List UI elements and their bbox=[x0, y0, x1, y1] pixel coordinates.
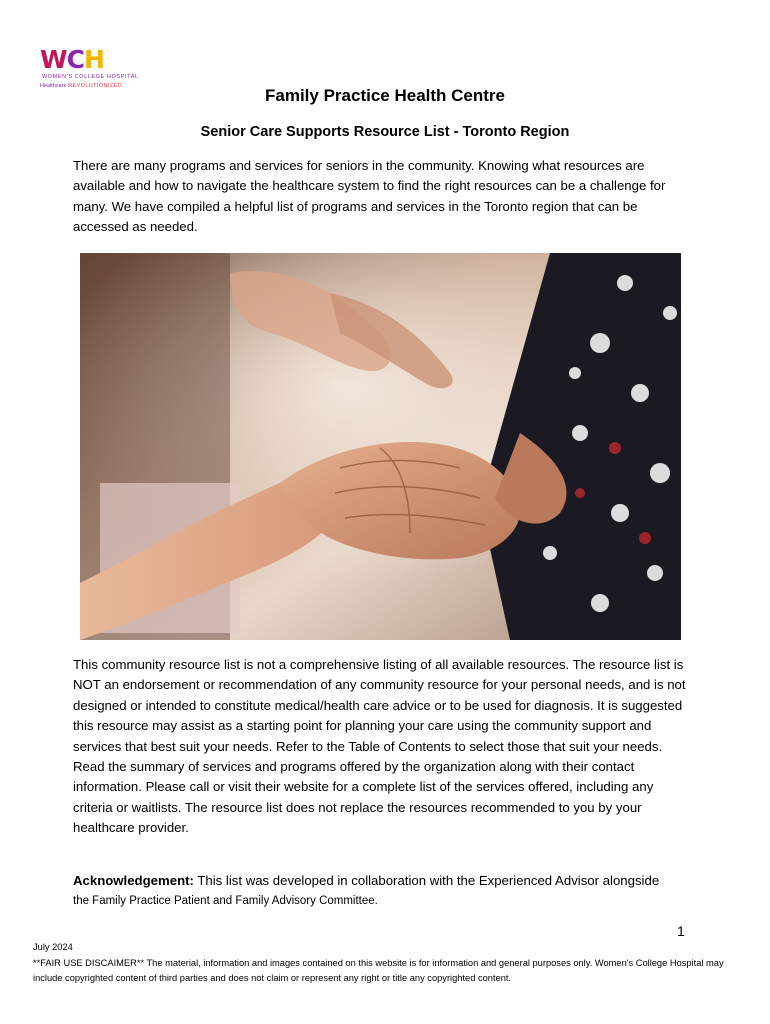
footer-date: July 2024 bbox=[33, 942, 73, 952]
acknowledgement-paragraph bbox=[73, 871, 693, 912]
acknowledgement-label: Acknowledgement: bbox=[73, 873, 194, 888]
logo-slogan: Healthcare REVOLUTIONIZED bbox=[40, 83, 123, 89]
acknowledgement-text-2: the Family Practice Patient and Family Advisory Committee. bbox=[73, 895, 378, 908]
logo-letters: WCH bbox=[40, 45, 104, 74]
page-subtitle: Senior Care Supports Resource List - Toronto Region bbox=[200, 124, 570, 140]
disclaimer-paragraph: This community resource list is not a comprehensive listing of all available resources. The resource list is NOT an endorsement or recommendation of any community resource for your personal needs, and is not designed or intended to constitute medical/health care advice or to be used for diagnosis. It is suggested this resource may assist as a starting point for planning your care using the community support and services that best suit your needs. Refer to the Table of Contents to select those that suit your needs. Read the summary of services and programs offered by the organization along with their contact information. Please call or visit their website for a complete list of the services offered, including any criteria or waitlists. The resource list does not replace the resources recommended to you by your healthcare provider. bbox=[73, 657, 686, 836]
footer-fair-use: **FAIR USE DISCAIMER** The material, information and images contained on this website is for information and general purposes only. Women's College Hospital may include copyrighted content of third parties and does not claim or represent any right or title any copyrighted content. bbox=[33, 957, 724, 983]
page-title: Family Practice Health Centre bbox=[265, 86, 505, 105]
page-number: 1 bbox=[677, 923, 685, 939]
page-footer bbox=[33, 940, 733, 987]
intro-paragraph: There are many programs and services for seniors in the community. Knowing what resources are available and how to navigate the healthcare system to find the right resources can be a challenge for many. We have compiled a helpful list of programs and services in the Toronto region that can be accessed as needed. bbox=[73, 158, 666, 235]
photo-illustration bbox=[80, 253, 681, 640]
logo-tagline: WOMEN'S COLLEGE HOSPITAL bbox=[42, 74, 139, 80]
holding-hands-photo bbox=[80, 253, 681, 640]
acknowledgement-text: This list was developed in collaboration with the Experienced Advisor alongside bbox=[193, 873, 660, 888]
